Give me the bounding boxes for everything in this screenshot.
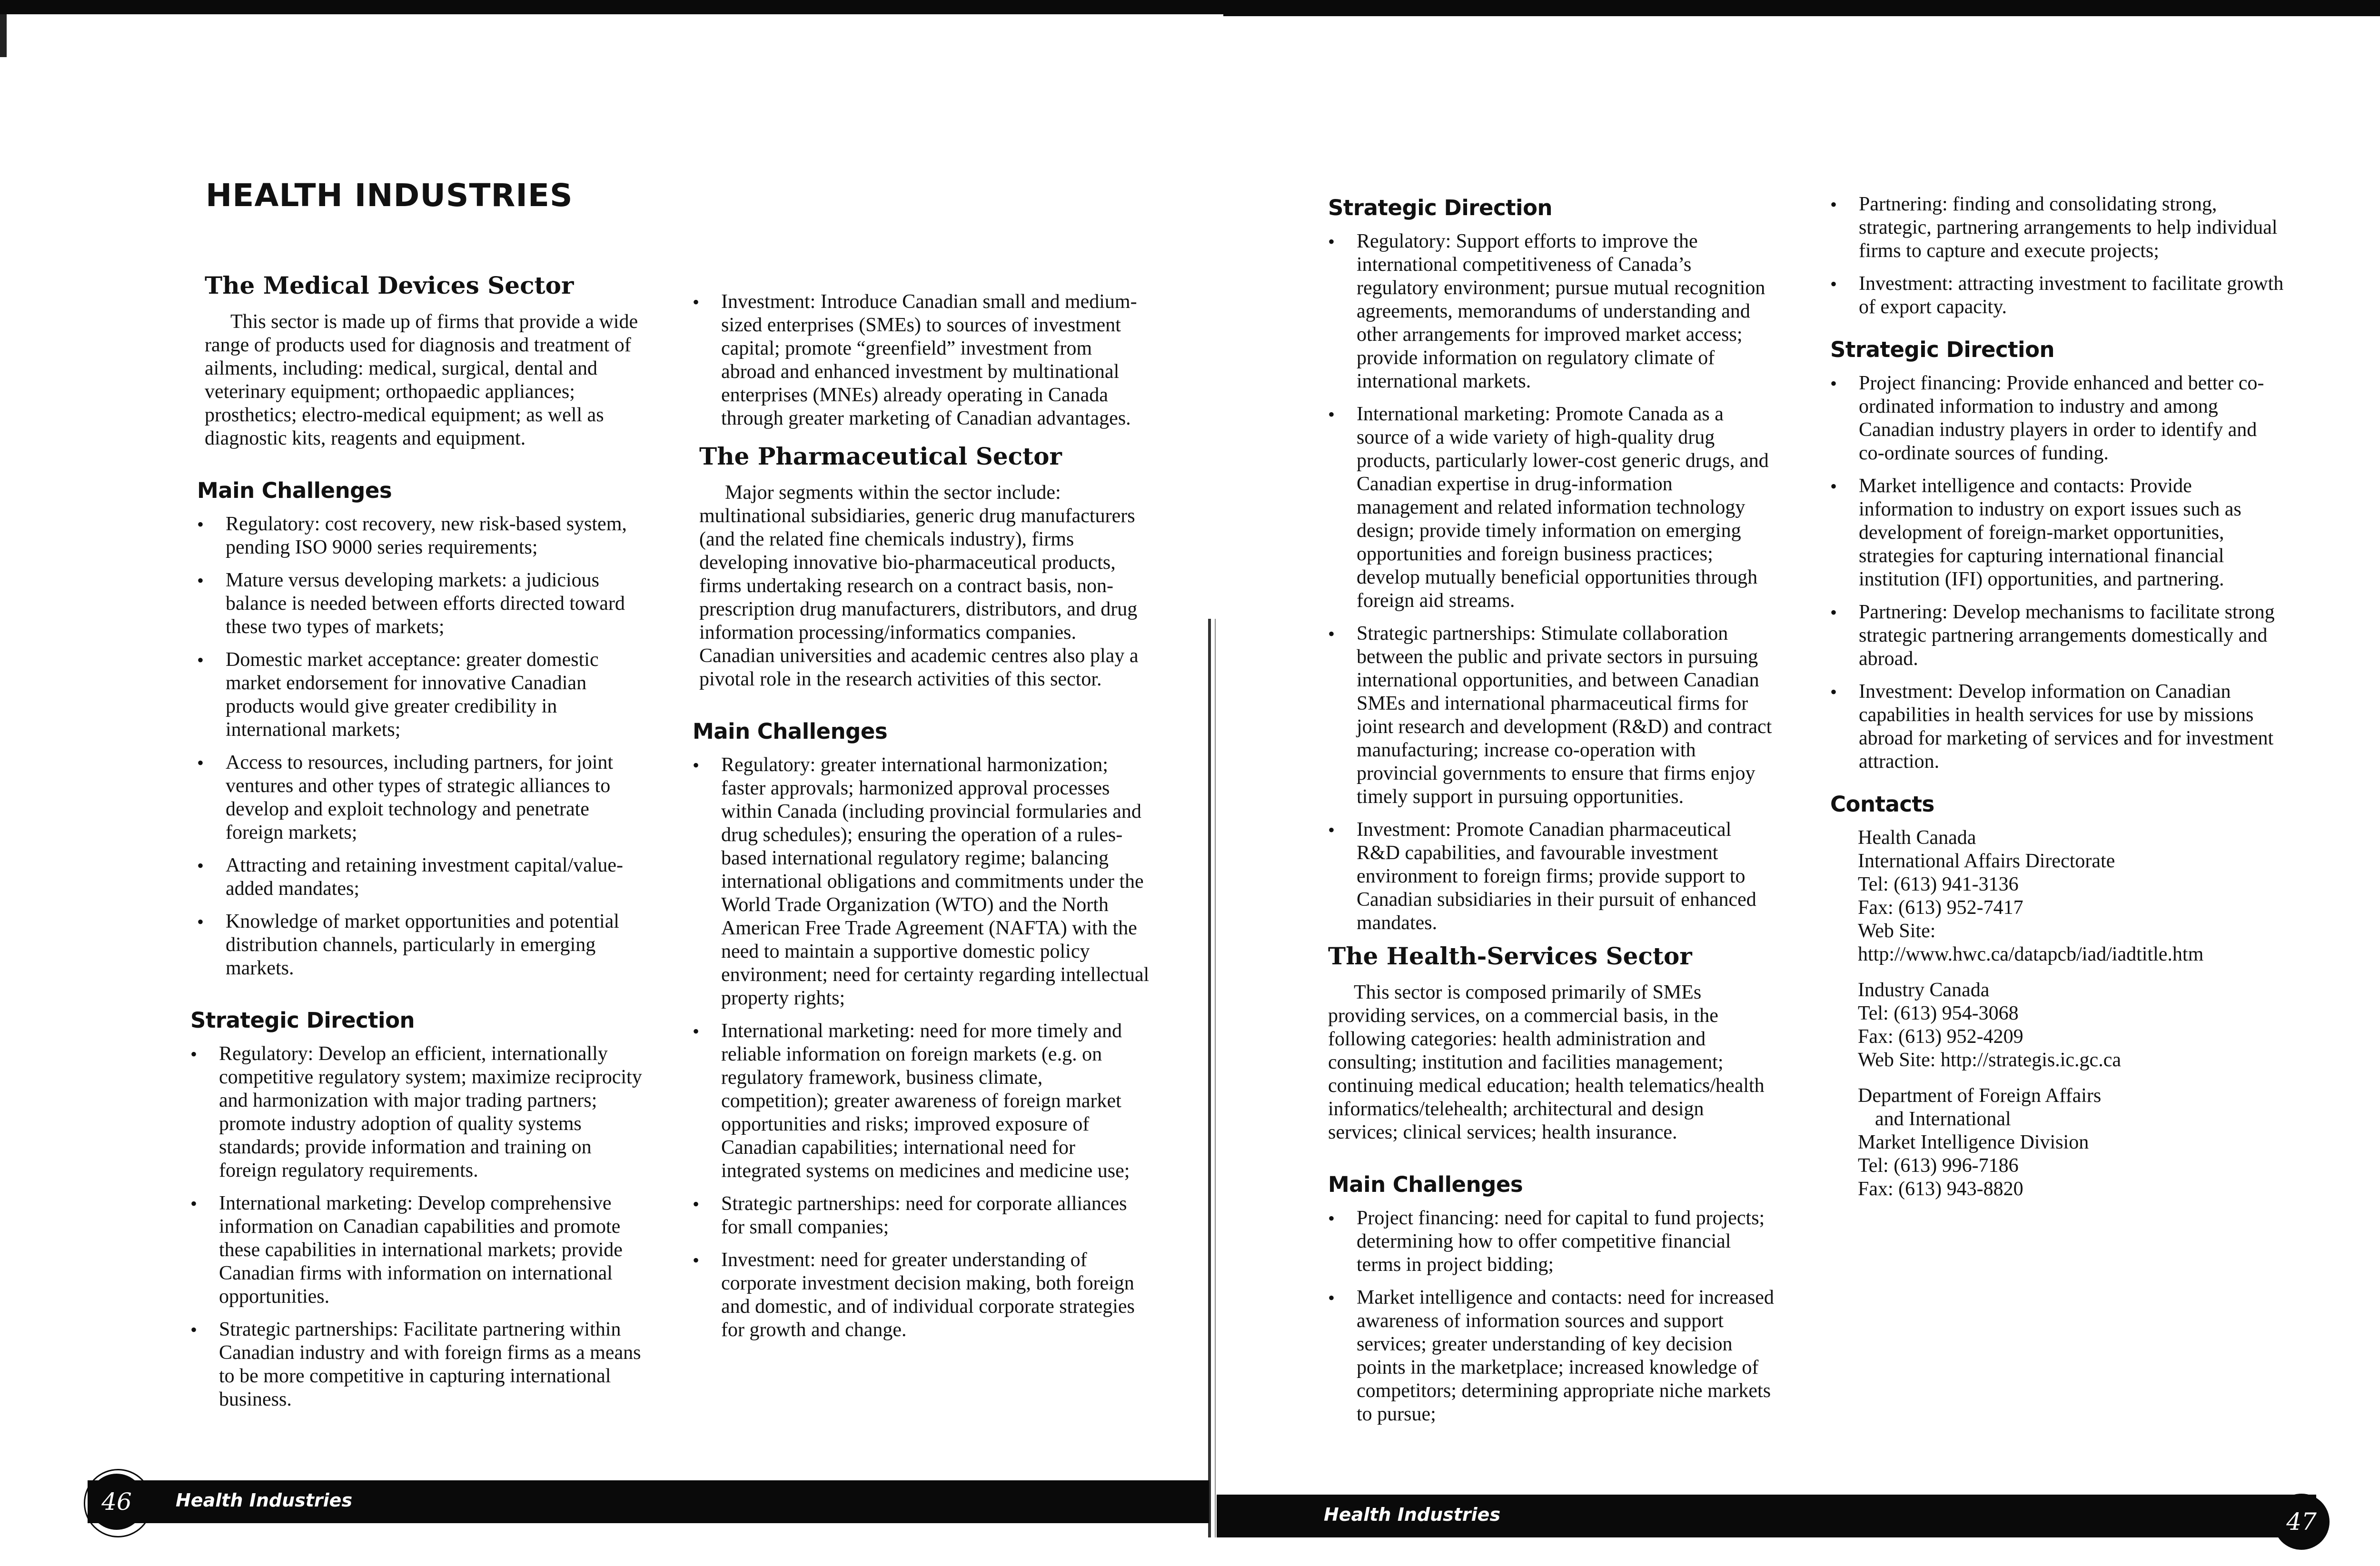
right-footer-label: Health Industries: [1324, 1504, 1501, 1525]
pharmaceutical-heading: The Pharmaceutical Sector: [699, 442, 1062, 470]
book-spine: [1208, 619, 1211, 1537]
health-strategic-direction-heading: Strategic Direction: [1830, 337, 2055, 362]
medical-challenges-list: [197, 513, 647, 980]
contact-line: Industry Canada: [1858, 979, 1990, 1001]
contact-line: Tel: (613) 996-7186: [1858, 1155, 2019, 1177]
right-page-number: 47: [2273, 1494, 2330, 1550]
pharma-challenges-list: [693, 753, 1150, 1342]
contacts-heading: Contacts: [1830, 792, 1934, 817]
list-item: • International marketing: Promote Canada as a source of a wide variety of high-quality drug products, particularly lower-cost generic drugs, and Canadian expertise in drug-information management and related information technology design; provide timely information on emerging opportunities and foreign business practices; develop mutually beneficial opportunities through foreign aid streams.: [1328, 403, 1775, 613]
pharmaceutical-intro: Major segments within the sector include: multinational subsidiaries, generic drug manufacturers (and the related fine chemicals industry), firms developing innovative bio-pharmaceutical products, firms undertaking research on a contract basis, non-prescription drug manufacturers, distributors, and drug information processing/informatics companies. Canadian universities and academic centres also play a pivotal role in the research activities of this sector.: [699, 482, 1139, 690]
contact-foreign-affairs: [1858, 1084, 2287, 1201]
list-item: • Project financing: Provide enhanced and better co-ordinated information to industry and among Canadian industry players in order to identify and co-ordinate sources of funding.: [1830, 372, 2287, 465]
right-footer-bar: [1217, 1495, 2316, 1537]
contact-line: Tel: (613) 941-3136: [1858, 873, 2019, 895]
left-footer-label: Health Industries: [176, 1490, 353, 1511]
list-item: • Investment: Develop information on Canadian capabilities in health services for use by missions abroad for marketing of services and for investment attraction.: [1830, 680, 2287, 773]
contact-line: Fax: (613) 952-4209: [1858, 1026, 2023, 1048]
health-challenges-list-cont: [1830, 193, 2287, 319]
medical-direction-list-cont: [693, 290, 1150, 430]
contact-line: Fax: (613) 952-7417: [1858, 897, 2023, 919]
scan-left-edge: [0, 14, 7, 57]
contact-health-canada: [1858, 826, 2287, 966]
pharma-main-challenges-heading: Main Challenges: [693, 719, 888, 744]
list-item: • Market intelligence and contacts: need for increased awareness of information sources and support services; greater understanding of key decision points in the marketplace; increased knowledge of competitors; determining appropriate niche markets to pursue;: [1328, 1286, 1775, 1426]
list-item: • International marketing: Develop comprehensive information on Canadian capabilities and promote these capabilities in international markets; provide Canadian firms with information on international opportunities.: [190, 1192, 647, 1308]
left-column-1: [190, 271, 647, 1440]
list-item: • Investment: attracting investment to facilitate growth of export capacity.: [1830, 272, 2287, 319]
list-item: • Regulatory: Support efforts to improve the international competitiveness of Canada’s regulatory environment; pursue mutual recognition agreements, memorandums of understanding and other arrangements for improved market access; provide information on regulatory climate of international markets.: [1328, 230, 1775, 393]
list-item: • Access to resources, including partners, for joint ventures and other types of strategic alliances to develop and exploit technology and penetrate foreign markets;: [197, 751, 647, 844]
contact-line: Department of Foreign Affairs: [1858, 1085, 2102, 1107]
left-page-number: 46: [89, 1474, 145, 1530]
right-column-2: [1830, 193, 2287, 1213]
left-column-2: [693, 290, 1150, 1370]
contact-line: Tel: (613) 954-3068: [1858, 1002, 2019, 1024]
medical-devices-heading: The Medical Devices Sector: [205, 271, 574, 299]
list-item: • Project financing: need for capital to fund projects; determining how to offer competitive financial terms in project bidding;: [1328, 1207, 1775, 1277]
contact-line: Health Canada: [1858, 827, 1976, 849]
medical-direction-list: [190, 1042, 647, 1411]
list-item: • Regulatory: greater international harmonization; faster approvals; harmonized approval processes within Canada (including provincial formularies and drug schedules); ensuring the operation of a rules-based international regulatory regime; balancing international obligations and commitments under the World Trade Organization (WTO) and the North American Free Trade Agreement (NAFTA) with the need to maintain a supportive domestic policy environment; need for certainty regarding intellectual property rights;: [693, 753, 1150, 1010]
health-services-heading: The Health-Services Sector: [1328, 942, 1692, 970]
pharma-direction-list: [1328, 230, 1775, 935]
right-column-1: [1328, 196, 1775, 1455]
health-main-challenges-heading: Main Challenges: [1328, 1172, 1523, 1197]
contact-line: Web Site:: [1858, 920, 1936, 942]
health-challenges-list: [1328, 1207, 1775, 1426]
list-item: • Partnering: finding and consolidating strong, strategic, partnering arrangements to help individual firms to capture and execute projects;: [1830, 193, 2287, 263]
left-footer-bar: [88, 1480, 1209, 1523]
health-services-intro: This sector is composed primarily of SMEs providing services, on a commercial basis, in the following categories: health administration and consulting; institution and facilities management; continuing medical education; health telematics/health informatics/telehealth; architectural and design services; clinical services; health insurance.: [1328, 981, 1765, 1143]
list-item: • International marketing: need for more timely and reliable information on foreign markets (e.g. on regulatory framework, business climate, competition); greater awareness of foreign market opportunities and risks; improved exposure of Canadian capabilities; international need for integrated systems on medicines and medicine use;: [693, 1020, 1150, 1183]
contact-industry-canada: [1858, 979, 2287, 1072]
book-spine-shadow: [1215, 619, 1216, 1537]
contact-line: Fax: (613) 943-8820: [1858, 1178, 2023, 1200]
medical-devices-intro: This sector is made up of firms that provide a wide range of products used for diagnosis and treatment of ailments, including: medical, surgical, dental and veterinary equipment; orthopaedic appliances; prosthetics; electro-medical equipment; as well as diagnostic kits, reagents and equipment.: [205, 311, 638, 449]
list-item: • Investment: Promote Canadian pharmaceutical R&D capabilities, and favourable investment environment to foreign firms; provide support to Canadian subsidiaries in their pursuit of enhanced mandates.: [1328, 818, 1775, 935]
list-item: • Regulatory: cost recovery, new risk-based system, pending ISO 9000 series requirements;: [197, 513, 647, 559]
page-title: HEALTH INDUSTRIES: [206, 177, 573, 214]
scan-top-edge-right: [1223, 0, 2380, 16]
list-item: • Investment: Introduce Canadian small and medium-sized enterprises (SMEs) to sources of investment capital; promote “greenfield” investment from abroad and enhanced investment by multinational enterprises (MNEs) already operating in Canada through greater marketing of Canadian advantages.: [693, 290, 1150, 430]
pharma-strategic-direction-heading: Strategic Direction: [1328, 195, 1553, 220]
contact-url: http://www.hwc.ca/datapcb/iad/iadtitle.htm: [1858, 943, 2204, 965]
contact-url: Web Site: http://strategis.ic.gc.ca: [1858, 1049, 2121, 1071]
list-item: • Domestic market acceptance: greater domestic market endorsement for innovative Canadian products would give greater credibility in international markets;: [197, 648, 647, 742]
list-item: • Investment: need for greater understanding of corporate investment decision making, both foreign and domestic, and of individual corporate strategies for growth and change.: [693, 1249, 1150, 1342]
list-item: • Strategic partnerships: need for corporate alliances for small companies;: [693, 1192, 1150, 1239]
contact-line: International Affairs Directorate: [1858, 850, 2115, 872]
contact-line: Market Intelligence Division: [1858, 1131, 2089, 1153]
list-item: • Strategic partnerships: Stimulate collaboration between the public and private sectors in pursuing international opportunities, and between Canadian SMEs and international pharmaceutical firms for joint research and development (R&D) and contract manufacturing; increase co-operation with provincial governments to ensure that firms enjoy timely support in pursuing opportunities.: [1328, 622, 1775, 809]
list-item: • Mature versus developing markets: a judicious balance is needed between efforts directed toward these two types of markets;: [197, 569, 647, 639]
list-item: • Strategic partnerships: Facilitate partnering within Canadian industry and with foreign firms as a means to be more competitive in capturing international business.: [190, 1318, 647, 1411]
medical-strategic-direction-heading: Strategic Direction: [190, 1008, 415, 1033]
list-item: • Market intelligence and contacts: Provide information to industry on export issues such as development of foreign-market opportunities, strategies for capturing international financial institution (IFI) opportunities, and partnering.: [1830, 475, 2287, 591]
list-item: • Regulatory: Develop an efficient, internationally competitive regulatory system; maximize reciprocity and harmonization with major trading partners; promote industry adoption of quality systems standards; provide information and training on foreign regulatory requirements.: [190, 1042, 647, 1182]
health-direction-list: [1830, 372, 2287, 773]
list-item: • Partnering: Develop mechanisms to facilitate strong strategic partnering arrangements domestically and abroad.: [1830, 601, 2287, 671]
list-item: • Attracting and retaining investment capital/value-added mandates;: [197, 854, 647, 901]
medical-main-challenges-heading: Main Challenges: [197, 478, 392, 503]
list-item: • Knowledge of market opportunities and potential distribution channels, particularly in emerging markets.: [197, 910, 647, 980]
contact-line: and International: [1875, 1108, 2011, 1130]
